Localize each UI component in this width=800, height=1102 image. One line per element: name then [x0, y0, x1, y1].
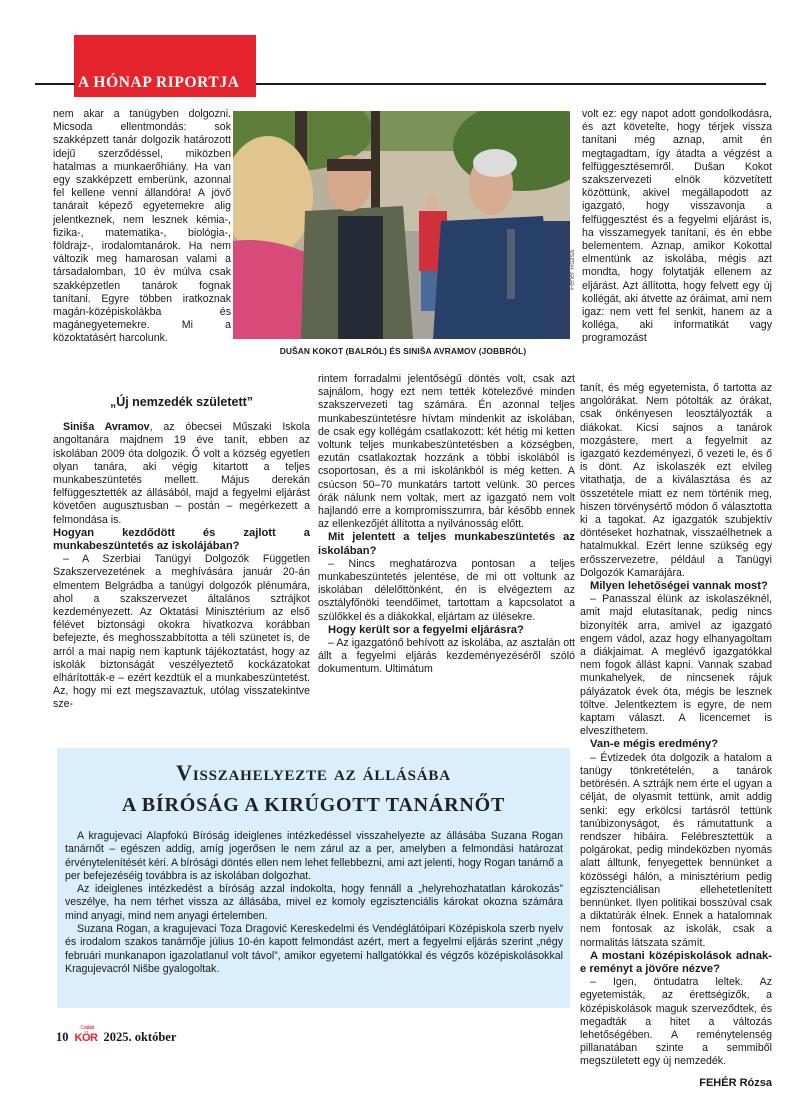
- interview-answer: volt ez: egy napot adott gondolkodásra, és azt követelte, hogy térjek vissza tanítani még aznap, amit én megtagadtam, így átadta a végzést a felfüggesztésemről. Dušan Kokot szakszervezeti elnök közvetített közöttünk, akivel megállapodott az igazgató, hogy visszavonja a felfüggesztést és a fegyelmi eljárást is, ha visszamegyek tanítani, és én ebbe belementem. Aznap, amikor Kokottal elmentünk az iskolába, mégis azt mondta, hogy folytatják ellenem az eljárást. Azt állította, hogy felvett egy új kollégát, aki átvette az óráimat, ami nem igaz: nem vett fel senkit, hanem az a kolléga, aki informatikát vagy programozást: [582, 108, 772, 345]
- news-box-paragraph: Suzana Rogan, a kragujevaci Toza Dragović Kereskedelmi és Vendéglátóipari Középiskola szerb nyelv és irodalom szakos tanárnője július 10-én kapott felmondást azért, mert a fegyelmi eljárás szerint „négy februári munkanapon igazolatlanul volt távol”, amikor egyetemi hallgatókkal és végzős középiskolásokkal Kragujevacról Nišbe gyalogoltak.: [65, 923, 563, 975]
- header-rule-left: [35, 83, 75, 85]
- magazine-logo: [74, 1024, 98, 1044]
- interview-answer: – A Szerbiai Tanügyi Dolgozók Független Szakszervezetének a meghívására január 20-án elmentem Belgrádba a tanügyi dolgozók plénumára, ahol a szakszervezet általános sztrájkot kezdeményezett. Az Oktatási Minisztérium az első félévet biztonsági okokra hivatkozva korábban befejezte, és meghosszabbította a téli szünetet is, de arról a mai napig nem kaptunk tájékoztatást, hogy az iskolák biztonságát veszélyeztető kockázatokat elhárították-e – ezért kezdtük el a munkabeszüntetést. Az, hogy mi ezt megszavaztuk, utólag visszatekintve sze-: [53, 553, 310, 711]
- interview-question: A mostani középiskolások adnak-e reményt a jövőre nézve?: [580, 949, 772, 975]
- photo-caption: DUŠAN KOKOT (BALRÓL) ÉS SINIŠA AVRAMOV (JOBBRÓL): [279, 346, 527, 356]
- section-label: A HÓNAP RIPORTJA: [78, 74, 240, 91]
- interview-answer: – Igen, öntudatra leltek. Az egyetemisták, az érettségizők, a középiskolások maguk szerveződtek, és megadták a hitet a változás lehetőségében. A reménytelenség pillanatában szinte a semmiből megszületett egy új nemzedék.: [580, 976, 772, 1068]
- news-box-paragraph: A kragujevaci Alapfokú Bíróság ideiglenes intézkedéssel visszahelyezte az állásába Suzana Rogan tanárnőt – egészen addig, amíg jogerősen le nem zárul az a per, amelyben a felmondási határozat érvénytelenítését kéri. A bírósági döntés ellen nem lehet fellebbezni, ami azt jelenti, hogy Rogan tanárnő a per befejezéséig továbbra is az iskolában dolgozhat.: [65, 830, 563, 882]
- news-box: [57, 748, 570, 1008]
- article-column-2: [318, 373, 575, 677]
- article-column-3-top: [582, 108, 772, 346]
- news-box-title-line-2: A BÍRÓSÁG A KIRÚGOTT TANÁRNŐT: [121, 794, 506, 816]
- news-box-body: [65, 830, 563, 976]
- article-column-3-wide: [580, 382, 772, 1090]
- interview-question: Mit jelentett a teljes munkabeszüntetés az iskolában?: [318, 531, 575, 557]
- interview-question: Milyen lehetőségei vannak most?: [590, 580, 768, 593]
- news-box-title-line-1: Visszahelyezte az állásába: [176, 760, 451, 785]
- logo-text: KÖR: [74, 1031, 98, 1044]
- article-paragraph: nem akar a tanügyben dolgozni. Micsoda ellentmondás: sok szakképzett tanár dolgozik határozott idejű szerződéssel, miközben hatalmas a munkaerőhiány. Ha van egy szakképzett emberünk, azonnal fel kellene venni állandóra! A jövő tanárait képező egyetemekre alig jelentkeznek, nem lesznek kémia-, fizika-, matematika-, biológia-, földrajz-, irodalomtanárok. Ha nem változik meg hamarosan valami a társadalomban, 10 év múlva csak szakképzetlen tanárok fognak tanítani. Egyre többen iratkoznak magán-középiskolákba és magánegyetemekre. Mi a közoktatásért harcolunk.: [53, 108, 231, 345]
- page-number: 10: [56, 1030, 69, 1044]
- interview-question: Hogyan kezdődött és zajlott a munkabeszüntetés az iskolájában?: [53, 526, 310, 553]
- article-subheading: „Új nemzedék született”: [109, 395, 254, 409]
- photo-credit: Fehér Rózsa: [569, 249, 576, 290]
- interview-answer: tanít, és még egyetemista, ő tartotta az angolórákat. Nem pótolták az órákat, csak önkényesen leosztályozták a diákokat. Kicsi sajnos a tanárok mozgástere, mert a fegyelmit az igazgató kezdeményezi, ő vezeti le, és ő is dönt. Az iskolaszék ezt elvileg vitathatja, de a kiválasztása és az összetétele miatt ez nem történik meg, hiszen törvénysértő módon ő választotta ki a tagokat. Az igazgatók szubjektív döntéseket hozhatnak, visszaélhetnek a hatalmukkal. Ezért lenne szükség egy erősszervezetre, például a Tanügyi Dolgozók Kamarájára.: [580, 382, 772, 579]
- article-column-1-top: [53, 108, 231, 346]
- article-column-1: [53, 382, 310, 712]
- interview-answer: rintem forradalmi jelentőségű döntés volt, csak azt sajnálom, hogy ezt nem tették kötelezővé minden szakszervezeti tag számára. Én azonnal teljes munkabeszüntetésre hívtam mindenkit az iskolában, de csak egy kollégám csatlakozott: két hétig mi ketten voltunk teljes munkabeszüntetésben a községben, ezután csatlakoztak hozzánk a többi iskolából is csoportosan, és a mi iskolánkból is még ketten. A csúcson 50–70 munkatárs tartott velünk. 30 perces órák nálunk nem voltak, mert az igazgató nem volt hajlandó erre a kompromisszumra, bár később ennek az ellenkezőjét állította a nyilvánosság előtt.: [318, 373, 575, 531]
- article-author: FEHÉR Rózsa: [699, 1076, 772, 1089]
- article-intro: [53, 421, 310, 527]
- intro-text: , az óbecsei Műszaki Iskola angoltanára majdnem 19 éve tanít, ebben az iskolában 2009 óta dolgozik. Ő volt a község egyetlen olyan tanára, aki végig kitartott a teljes munkabeszüntetés mellett. Május derekán felfüggesztették az állásából, majd a fegyelmi eljárást követően augusztusban – postán – megérkezett a felmondása is.: [53, 421, 310, 526]
- header-rule-right: [256, 83, 766, 85]
- interviewee-name: Siniša Avramov: [63, 421, 150, 434]
- page-footer: [56, 1024, 177, 1045]
- interview-question: Hogy került sor a fegyelmi eljárásra?: [328, 623, 524, 636]
- issue-date: 2025. október: [103, 1030, 177, 1044]
- interview-answer: – Az igazgatónő behívott az iskolába, az asztalán ott állt a fegyelmi eljárás kezdeményezéséről szóló dokumentum. Ultimátum: [318, 637, 575, 676]
- interview-answer: – Évtizedek óta dolgozik a hatalom a tanügy tönkretételén, a tanárok betörésén. A sztrájk nem érte el ugyan a célját, de olyasmit tettünk, amit addig senki: egy erkölcsi tartásról tettünk tanúbizonyságot, és rámutattunk a rendszer hibáira. Felébresztettük a polgárokat, pedig mindeközben nyomás alatt álltunk, fenyegettek bennünket a közösségi hálón, a minisztérium pedig egzisztenciálisan ellehetetlenített bennünket. Ilyen politikai bosszúval csak a diktatúrák élnek. Ennek a hatalomnak nem fontosak az iskolák, csak a normalitás látszata számít.: [580, 751, 772, 949]
- photo-illustration: [233, 111, 570, 339]
- logo-small-text: Családi: [80, 1024, 94, 1031]
- interview-answer: – Panasszal élünk az iskolaszéknél, amit majd elutasítanak, pedig nincs bizonyíték arra, amivel az igazgató engem vádol, azaz hogy elhanyagoltam a diákjaimat. A meglévő igazgatókkal nem fogok állást kapni. Vannak szabad munkahelyek, de nincsenek rájuk pályázatok évek óta, mégis be lesznek töltve. Jelentkeztem is egyre, de nem kaptam választ. A licencemet is elveszíthetem.: [580, 593, 772, 738]
- interview-answer: – Nincs meghatározva pontosan a teljes munkabeszüntetés jelentése, de mi ott voltunk az iskolában délelőttönként, én is elvégeztem az osztályfőnöki teendőimet, tartottam a kapcsolatot a szülőkkel és a diákokkal, eljártam az ülésekre.: [318, 557, 575, 623]
- news-box-paragraph: Az ideiglenes intézkedést a bíróság azzal indokolta, hogy fennáll a „helyrehozhatatlan károkozás” veszélye, ha nem térhet vissza az állásába, mivel ez komoly egzisztenciális károkat okozna számára mind anyagi, mind nem anyagi értelemben.: [65, 883, 563, 922]
- interview-question: Van-e mégis eredmény?: [590, 738, 719, 751]
- article-photo: [233, 111, 570, 339]
